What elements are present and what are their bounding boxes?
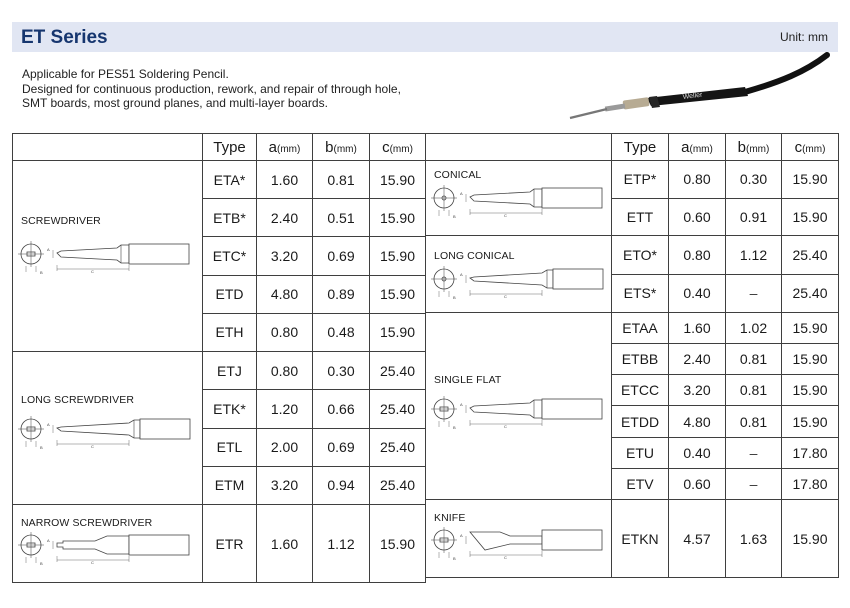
type-cell: ETR [203,505,257,583]
a-cell: 0.80 [669,161,726,199]
type-cell: ETP* [612,161,669,199]
b-cell: 0.69 [313,428,370,466]
b-cell: 0.30 [313,352,370,390]
svg-text:B: B [453,295,456,300]
c-cell: 15.90 [782,375,839,406]
header-type: Type [612,134,669,161]
singleflat-tip-drawing [430,394,610,432]
type-cell: ETAA [612,313,669,344]
knife-tip-drawing [430,525,610,563]
right-tips-table [425,133,839,578]
type-cell: ETD [203,275,257,313]
svg-text:C: C [504,424,507,429]
b-cell: 0.69 [313,237,370,275]
b-cell: 1.02 [726,313,782,344]
c-cell: 25.40 [782,274,839,313]
category-label: SCREWDRIVER [21,215,101,227]
category-cell [426,161,612,236]
a-cell: 0.80 [257,352,313,390]
a-cell: 0.40 [669,437,726,468]
header-c: c(mm) [782,134,839,161]
c-cell: 15.90 [782,406,839,437]
svg-text:A: A [460,533,463,538]
c-cell: 15.90 [782,161,839,199]
b-cell: 0.81 [726,375,782,406]
a-cell: 3.20 [257,237,313,275]
type-cell: ETS* [612,274,669,313]
header-b: b(mm) [726,134,782,161]
c-cell: 15.90 [782,313,839,344]
category-label: LONG CONICAL [434,250,515,262]
b-cell: 1.12 [313,505,370,583]
header-blank [13,134,203,161]
c-cell: 15.90 [370,237,426,275]
type-cell: ETBB [612,344,669,375]
intro-line-1: Applicable for PES51 Soldering Pencil. [22,67,229,81]
c-cell: 25.40 [370,390,426,428]
category-label: SINGLE FLAT [434,374,502,386]
type-cell: ETO* [612,236,669,275]
table-row [13,505,426,583]
c-cell: 25.40 [370,466,426,504]
type-cell: ETDD [612,406,669,437]
svg-text:C: C [504,294,507,299]
table-row [426,500,839,578]
category-cell [426,313,612,500]
category-label: NARROW SCREWDRIVER [21,517,153,529]
left-tips-table [12,133,426,583]
c-cell: 15.90 [370,313,426,351]
c-cell: 17.80 [782,468,839,499]
type-cell: ETCC [612,375,669,406]
a-cell: 3.20 [257,466,313,504]
type-cell: ETJ [203,352,257,390]
category-cell [426,236,612,313]
title-bar [12,22,838,52]
a-cell: 0.40 [669,274,726,313]
category-label: CONICAL [434,169,482,181]
c-cell: 15.90 [782,344,839,375]
svg-text:C: C [91,444,94,449]
c-cell: 17.80 [782,437,839,468]
a-cell: 2.40 [257,199,313,237]
svg-text:C: C [91,560,94,565]
c-cell: 15.90 [370,199,426,237]
type-cell: ETK* [203,390,257,428]
c-cell: 15.90 [782,198,839,236]
svg-text:B: B [40,445,43,450]
svg-text:B: B [453,425,456,430]
b-cell: 0.91 [726,198,782,236]
svg-text:A: A [47,247,50,252]
type-cell: ETM [203,466,257,504]
b-cell: 0.81 [726,344,782,375]
type-cell: ETV [612,468,669,499]
svg-text:C: C [504,213,507,218]
b-cell: 0.66 [313,390,370,428]
a-cell: 3.20 [669,375,726,406]
category-cell [426,500,612,578]
a-cell: 1.60 [257,161,313,199]
type-cell: ETB* [203,199,257,237]
table-row [426,236,839,275]
table-row [426,161,839,199]
b-cell: 0.89 [313,275,370,313]
svg-text:B: B [453,214,456,219]
c-cell: 25.40 [370,352,426,390]
unit-label: Unit: mm [780,30,828,44]
a-cell: 0.80 [669,236,726,275]
screwdriver-tip-drawing [17,239,197,277]
svg-text:A: A [460,402,463,407]
intro-line-3: SMT boards, most ground planes, and multi-layer boards. [22,96,328,110]
a-cell: 4.80 [669,406,726,437]
header-a: a(mm) [669,134,726,161]
header-a: a(mm) [257,134,313,161]
b-cell: – [726,468,782,499]
b-cell: 1.12 [726,236,782,275]
table-row [426,313,839,344]
intro-text [22,67,401,111]
c-cell: 25.40 [782,236,839,275]
category-label: KNIFE [434,512,466,524]
table-row [13,352,426,390]
b-cell: 1.63 [726,500,782,578]
b-cell: 0.94 [313,466,370,504]
svg-text:A: A [47,422,50,427]
c-cell: 15.90 [370,161,426,199]
svg-text:B: B [453,556,456,561]
type-cell: ETKN [612,500,669,578]
a-cell: 0.60 [669,468,726,499]
longscrewdriver-tip-drawing [17,414,197,452]
category-cell [13,352,203,505]
soldering-pencil-image [565,52,830,127]
longconical-tip-drawing [430,264,610,302]
c-cell: 15.90 [370,275,426,313]
c-cell: 25.40 [370,428,426,466]
a-cell: 4.57 [669,500,726,578]
narrowscrewdriver-tip-drawing [17,530,197,568]
b-cell: 0.30 [726,161,782,199]
page-title: ET Series [21,27,108,48]
header-b: b(mm) [313,134,370,161]
header-type: Type [203,134,257,161]
svg-text:B: B [40,561,43,566]
b-cell: 0.81 [313,161,370,199]
svg-text:A: A [460,191,463,196]
left-header-row [13,134,426,161]
a-cell: 1.60 [257,505,313,583]
a-cell: 1.20 [257,390,313,428]
svg-text:A: A [460,272,463,277]
type-cell: ETA* [203,161,257,199]
a-cell: 0.80 [257,313,313,351]
c-cell: 15.90 [782,500,839,578]
conical-tip-drawing [430,183,610,221]
header-c: c(mm) [370,134,426,161]
type-cell: ETH [203,313,257,351]
svg-text:B: B [40,270,43,275]
a-cell: 4.80 [257,275,313,313]
b-cell: 0.81 [726,406,782,437]
category-cell [13,161,203,352]
header-blank [426,134,612,161]
category-cell [13,505,203,583]
b-cell: 0.48 [313,313,370,351]
svg-text:C: C [91,269,94,274]
b-cell: 0.51 [313,199,370,237]
a-cell: 1.60 [669,313,726,344]
intro-line-2: Designed for continuous production, rework, and repair of through hole, [22,81,401,96]
c-cell: 15.90 [370,505,426,583]
svg-text:A: A [47,538,50,543]
svg-text:C: C [504,555,507,560]
category-label: LONG SCREWDRIVER [21,394,135,406]
b-cell: – [726,274,782,313]
b-cell: – [726,437,782,468]
type-cell: ETL [203,428,257,466]
type-cell: ETC* [203,237,257,275]
type-cell: ETT [612,198,669,236]
a-cell: 2.00 [257,428,313,466]
a-cell: 2.40 [669,344,726,375]
a-cell: 0.60 [669,198,726,236]
table-row [13,161,426,199]
right-header-row [426,134,839,161]
type-cell: ETU [612,437,669,468]
pencil-brand-text: Weller [682,91,703,101]
